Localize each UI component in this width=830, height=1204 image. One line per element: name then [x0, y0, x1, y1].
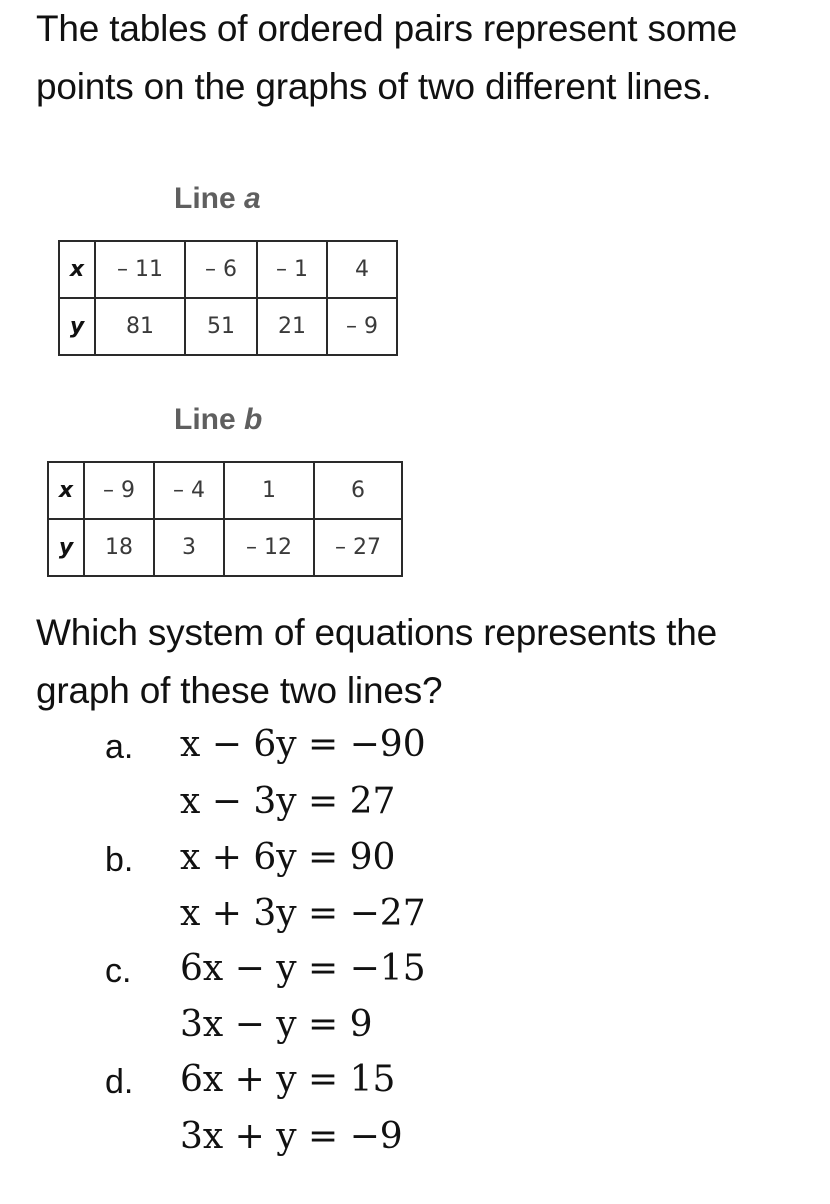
choice-a-letter[interactable]: a.	[105, 728, 134, 766]
line-b-y-cell: 18	[84, 519, 154, 576]
intro-text: The tables of ordered pairs represent some points on the graphs of two different lines.	[36, 8, 738, 107]
line-a-title-prefix: Line	[174, 182, 245, 215]
line-b-x-cell: – 4	[154, 462, 224, 519]
choice-c-equation-2: 3x − y = 9	[180, 1004, 373, 1045]
line-b-title-var: b	[244, 403, 263, 436]
line-a-x-cell: 4	[327, 241, 397, 298]
line-b-x-label: x	[48, 462, 84, 519]
line-a-y-cell: – 9	[327, 298, 397, 355]
choice-d-letter[interactable]: d.	[105, 1063, 134, 1101]
line-b-title-prefix: Line	[174, 403, 245, 436]
choice-b-letter[interactable]: b.	[105, 841, 134, 879]
line-a-x-cell: – 6	[185, 241, 257, 298]
line-a-x-cell: – 1	[257, 241, 327, 298]
choice-c-equation-1: 6x − y = −15	[180, 948, 426, 989]
question-text: Which system of equations represents the graph of these two lines?	[36, 612, 717, 711]
line-b-x-row	[48, 462, 402, 519]
line-b-y-cell: 3	[154, 519, 224, 576]
line-a-y-cell: 81	[95, 298, 185, 355]
line-a-x-label: x	[59, 241, 95, 298]
line-b-x-cell: – 9	[84, 462, 154, 519]
line-b-y-cell: – 12	[224, 519, 314, 576]
line-a-y-cell: 21	[257, 298, 327, 355]
choice-b-equation-2: x + 3y = −27	[180, 893, 426, 934]
line-a-table	[58, 240, 398, 356]
line-b-table	[47, 461, 403, 577]
line-a-y-row	[59, 298, 397, 355]
line-a-x-cell: – 11	[95, 241, 185, 298]
choice-c-letter[interactable]: c.	[105, 952, 132, 990]
line-b-title	[174, 402, 262, 438]
choice-d-equation-2: 3x + y = −9	[180, 1116, 403, 1157]
line-a-y-cell: 51	[185, 298, 257, 355]
line-b-x-cell: 1	[224, 462, 314, 519]
choice-a-equation-2: x − 3y = 27	[180, 781, 396, 822]
line-a-y-label: y	[59, 298, 95, 355]
line-a-title	[174, 181, 261, 217]
line-b-x-cell: 6	[314, 462, 402, 519]
choice-d-equation-1: 6x + y = 15	[180, 1059, 396, 1100]
line-b-y-row	[48, 519, 402, 576]
line-a-title-var: a	[244, 182, 261, 215]
line-b-y-cell: – 27	[314, 519, 402, 576]
line-b-y-label: y	[48, 519, 84, 576]
choice-a-equation-1: x − 6y = −90	[180, 724, 426, 765]
line-a-x-row	[59, 241, 397, 298]
choice-b-equation-1: x + 6y = 90	[180, 837, 396, 878]
